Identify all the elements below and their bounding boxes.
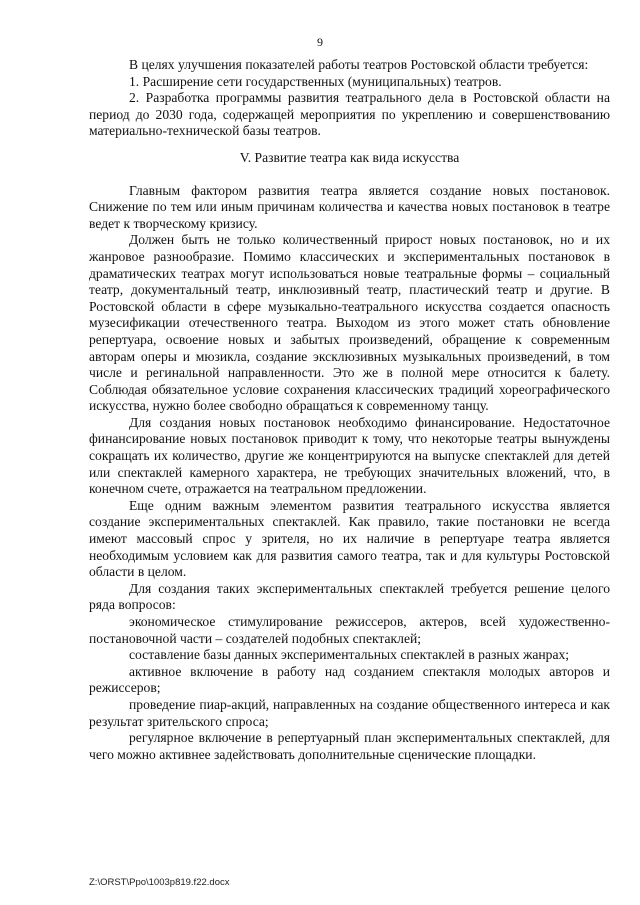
section-heading: V. Развитие театра как вида искусства	[239, 149, 460, 165]
document-body	[89, 57, 610, 763]
paragraph: Для создания таких экспериментальных спектаклей требуется решение целого ряда вопросов:	[89, 580, 610, 613]
paragraph: Главным фактором развития театра является создание новых постановок. Снижение по тем или иным причинам количества и качества новых постановок в театре ведет к творческому кризису.	[89, 182, 610, 231]
paragraph: Для создания новых постановок необходимо финансирование. Недостаточное финансирование новых постановок приводит к тому, что некоторые театры вынуждены сокращать их количество, другие же концентрируются на выпуске спектаклей для детей или спектаклей камерного характера, не требующих значительных вложений, что, в конечном счете, отражается на театральном предложении.	[89, 414, 610, 497]
page-number: 9	[317, 35, 323, 49]
list-item: проведение пиар-акций, направленных на создание общественного интереса и как результат зрительского спроса;	[89, 696, 610, 729]
intro-paragraph: В целях улучшения показателей работы театров Ростовской области требуется:	[129, 57, 589, 72]
list-item: активное включение в работу над созданием спектакля молодых авторов и режиссеров;	[89, 663, 610, 696]
footer-file-path: Z:\ORST\Ppo\1003p819.f22.docx	[89, 877, 230, 888]
list-item: экономическое стимулирование режиссеров, актеров, всей художественно-постановочной части – создателей подобных спектаклей;	[89, 614, 610, 646]
paragraph: Еще одним важным элементом развития театрального искусства является создание экспериментальных спектаклей. Как правило, такие постановки не всегда имеют массовый спрос у зрителя, но их наличие в репертуаре театра является необходимым условием как для развития самого театра, так и для культуры Ростовской области в целом.	[89, 497, 610, 580]
paragraph: Должен быть не только количественный прирост новых постановок, но и их жанровое разнообразие. Помимо классических и экспериментальных постановок в драматических театрах могут использоваться новые театральные формы – социальный театр, документальный театр, инклюзивный театр, пластический театр и другие. В Ростовской области в сфере музыкально-театрального искусства создается опасность музесификации отечественного театра. Выходом из этого может стать обновление репертуара, освоение новых и забытых произведений, обращение к современным авторам оперы и мюзикла, создание эксклюзивных музыкальных произведений, в том числе и регинальной направленности. Это же в полной мере относится к балету. Соблюдая обязательное условие сохранения классических традиций хореографического искусства, нужно более свободно обращаться к современному танцу.	[89, 232, 610, 414]
list-item: регулярное включение в репертуарный план экспериментальных спектаклей, для чего можно активнее задействовать дополнительные сценические площадки.	[89, 730, 610, 762]
list-item: составление базы данных экспериментальных спектаклей в разных жанрах;	[129, 647, 570, 663]
list-item: 2. Разработка программы развития театрального дела в Ростовской области на период до 2030 года, содержащей мероприятия по укреплению и совершенствованию материально-технической базы театров.	[89, 90, 610, 139]
list-item: 1. Расширение сети государственных (муниципальных) театров.	[129, 73, 502, 89]
